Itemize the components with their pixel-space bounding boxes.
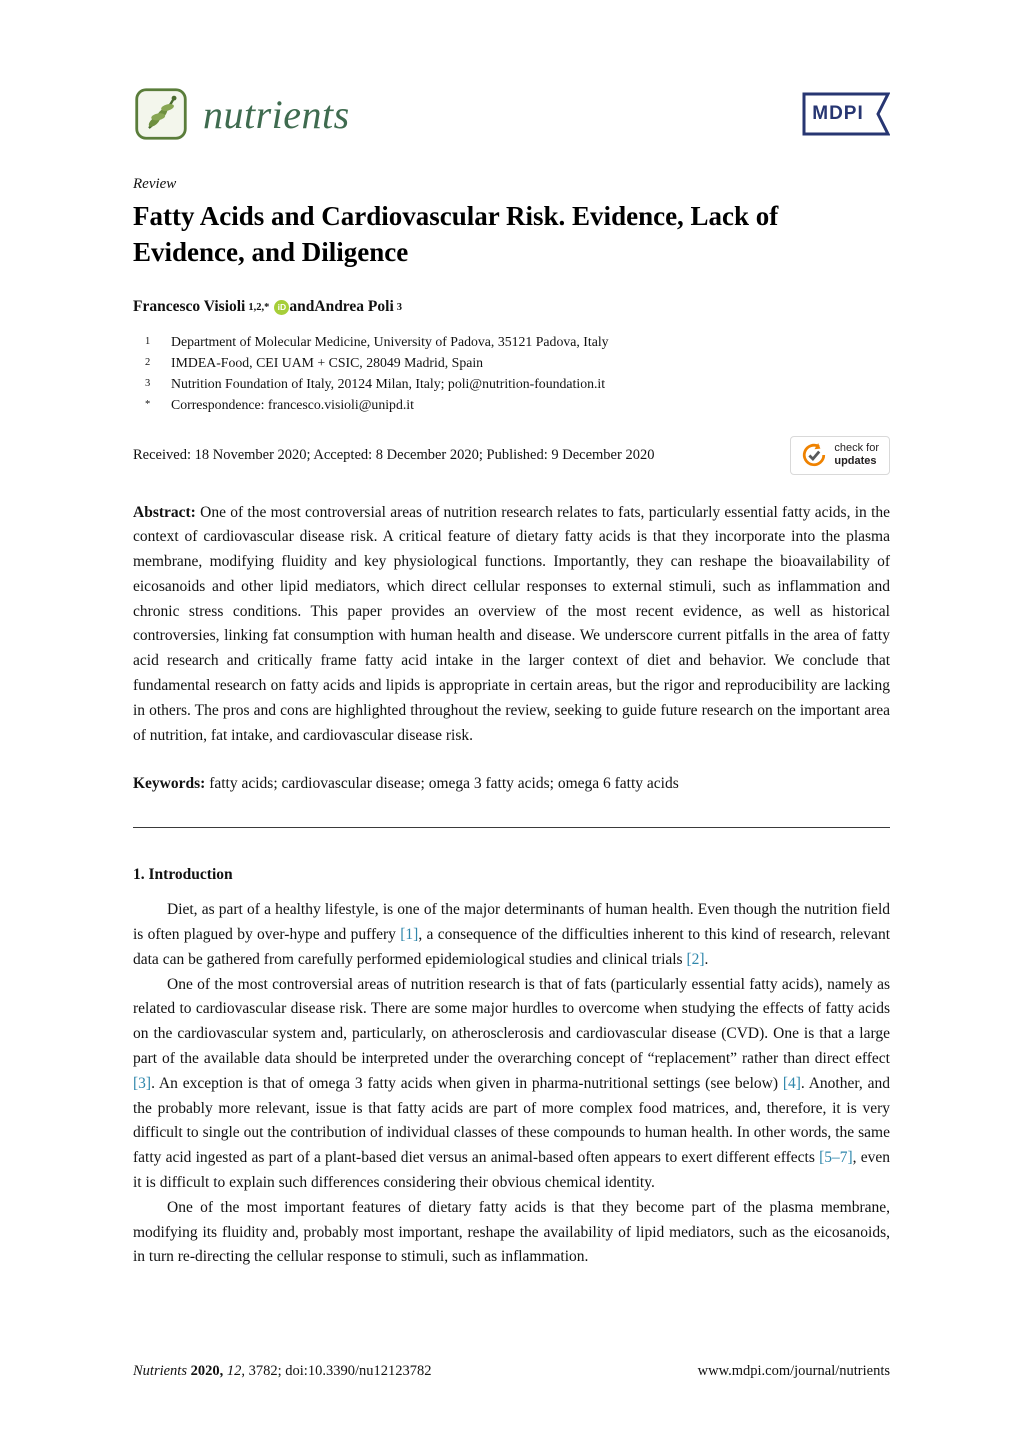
section-divider (133, 827, 890, 828)
orcid-icon[interactable]: iD (274, 300, 289, 315)
affiliation-item (133, 374, 890, 395)
dates-row (133, 436, 890, 474)
citation-link[interactable]: [5–7] (819, 1149, 853, 1167)
citation-line (133, 1363, 431, 1380)
affiliation-marker: 3 (145, 378, 151, 390)
check-for-updates-badge[interactable] (790, 436, 890, 474)
masthead (133, 86, 890, 142)
keywords-label: Keywords: (133, 775, 206, 793)
affiliation-marker: * (145, 399, 151, 411)
crossmark-label: check for updates (834, 442, 879, 468)
abstract-text: One of the most controversial areas of nutrition research relates to fats, particularly essential fatty acids, in the context of cardiovascular disease risk. A critical feature of dietary fatty acids is that they incorporate into the plasma membrane, modifying fluidity and key physiological functions. Importantly, they can reshape the bioavailability of eicosanoids and other lipid mediators, which direct cellular responses to external stimuli, such as inflammation and chronic stress conditions. This paper provides an overview of the most recent evidence, as well as historical controversies, linking fat consumption with human health and disease. We underscore current pitfalls in the area of fatty acid research and critically frame fatty acid intake in the larger context of diet and behavior. We conclude that fundamental research on fatty acids and lipids is appropriate in certain areas, but the rigor and reproducibility are lacking in others. The pros and cons are highlighted throughout the review, seeking to guide future research on the important area of nutrition, fat intake, and cardiovascular disease risk. (133, 503, 891, 744)
keywords-text: fatty acids; cardiovascular disease; omega 3 fatty acids; omega 6 fatty acids (209, 775, 679, 793)
footer-doi: , 3782; doi:10.3390/nu12123782 (241, 1363, 432, 1379)
affiliation-item (133, 395, 890, 416)
author-name: Francesco Visioli (133, 298, 246, 316)
author-joiner: and (289, 298, 315, 316)
page-title: Fatty Acids and Cardiovascular Risk. Evidence, Lack of Evidence, and Diligence (133, 201, 779, 267)
author-name: Andrea Poli (314, 298, 394, 316)
affiliation-item (133, 353, 890, 374)
intro-paragraph: One of the most important features of dietary fatty acids is that they become part of the plasma membrane, modifying its fluidity and, probably most important, reshape the availability of lipid mediators, such as the eicosanoids, in turn re-directing the cellular response to stimuli, such as inflammation. (133, 1198, 890, 1266)
affiliation-list (133, 332, 890, 416)
page-footer (133, 1363, 890, 1380)
footer-volume: 12 (226, 1363, 242, 1379)
affiliation-text: Correspondence: francesco.visioli@unipd.it (171, 397, 414, 413)
author-line (133, 298, 890, 316)
footer-journal-name: Nutrients (133, 1363, 187, 1379)
author-affiliation-marker: 3 (396, 301, 402, 313)
citation-link[interactable]: [1] (400, 926, 419, 944)
citation-link[interactable]: [4] (782, 1074, 801, 1092)
intro-paragraph: Diet, as part of a healthy lifestyle, is one of the major determinants of human health. Even though the nutrition field is often plagued by over-hype and puffery [1], a consequence of the difficulties inherent to this kind of research, relevant data can be gathered from carefully performed epidemiological studies and clinical trials [2]. (133, 901, 890, 968)
received-accepted-published: Received: 18 November 2020; Accepted: 8 December 2020; Published: 9 December 2020 (133, 446, 655, 463)
footer-year: 2020, (186, 1363, 227, 1379)
journal-name: nutrients (203, 91, 350, 137)
citation-link[interactable]: [2] (686, 950, 705, 968)
affiliation-marker: 1 (145, 336, 151, 348)
publisher-name: MDPI (812, 103, 864, 124)
affiliation-text: Department of Molecular Medicine, University of Padova, 35121 Padova, Italy (171, 334, 609, 350)
abstract (133, 501, 890, 749)
affiliation-text: Nutrition Foundation of Italy, 20124 Milan, Italy; poli@nutrition-foundation.it (171, 376, 606, 392)
nutrients-leaf-icon (133, 86, 189, 142)
citation-link[interactable]: [3] (133, 1074, 152, 1092)
mdpi-logo[interactable] (802, 92, 890, 136)
nutrients-logo[interactable] (133, 86, 350, 142)
crossmark-icon (801, 442, 827, 468)
abstract-label: Abstract: (133, 503, 196, 521)
journal-url-link[interactable]: www.mdpi.com/journal/nutrients (697, 1363, 890, 1379)
article-type-label: Review (133, 176, 177, 192)
affiliation-item (133, 332, 890, 353)
affiliation-text: IMDEA-Food, CEI UAM + CSIC, 28049 Madrid, Spain (171, 355, 484, 371)
intro-paragraph: One of the most controversial areas of nutrition research is that of fats (particularly essential fatty acids), namely as related to cardiovascular disease risk. There are some major hurdles to overcome when studying the effects of fatty acids on the cardiovascular system and, particularly, on atherosclerosis and cardiovascular disease (CVD). One is that a large part of the available data should be interpreted under the overarching concept of “replacement” rather than direct effect [3]. An exception is that of omega 3 fatty acids when given in pharma-nutritional settings (see below) [4]. Another, and the probably more relevant, issue is that fatty acids are part of more complex food matrices, and, therefore, it is very difficult to single out the contribution of individual classes of these compounds to human health. In other words, the same fatty acid ingested as part of a plant-based diet versus an animal-based often appears to exert different effects [5–7], even it is difficult to explain such differences considering their obvious chemical identity. (133, 975, 890, 1192)
keywords (133, 772, 890, 797)
section-heading-introduction: 1. Introduction (133, 866, 233, 884)
affiliation-marker: 2 (145, 357, 151, 369)
author-affiliation-marker: 1,2,* (248, 301, 270, 313)
